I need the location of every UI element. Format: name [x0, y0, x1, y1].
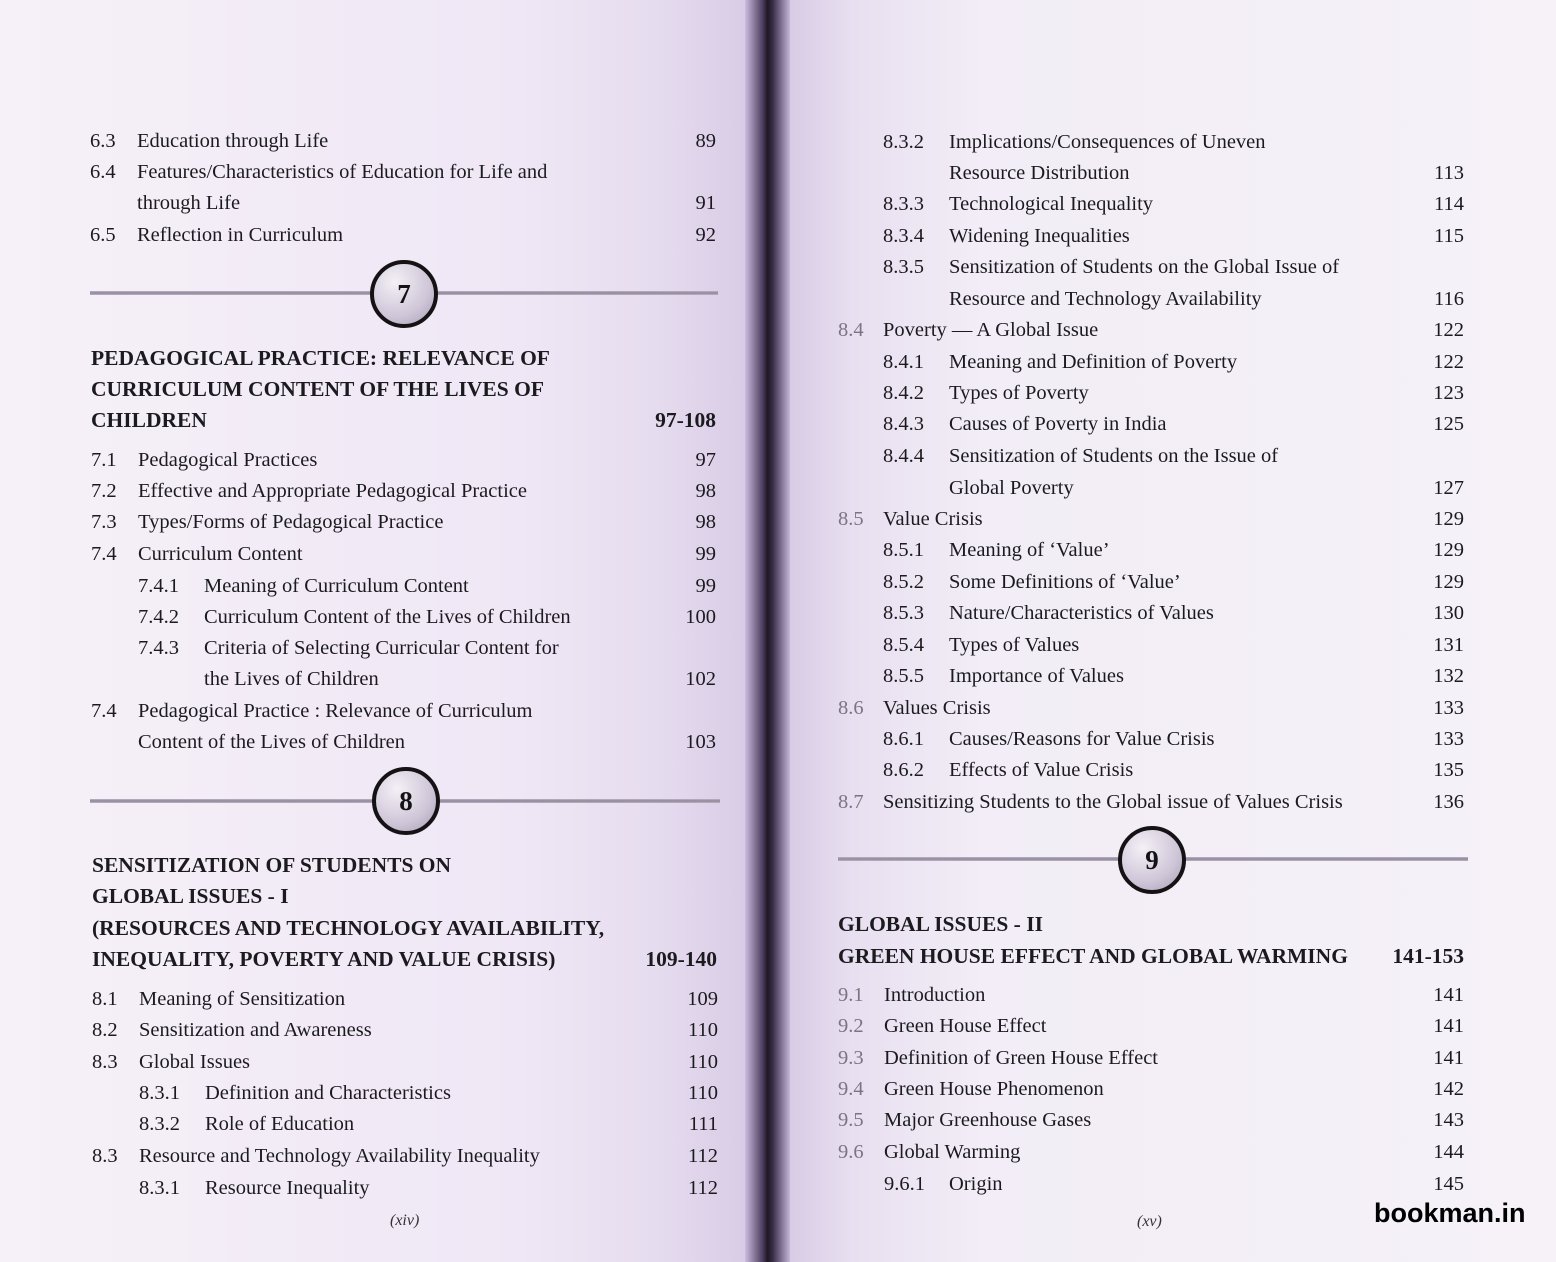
toc-title: Global Warming	[884, 1141, 1021, 1163]
toc-page: 116	[1434, 288, 1464, 310]
toc-title: Introduction	[884, 984, 986, 1006]
toc-title: Technological Inequality	[949, 193, 1154, 215]
toc-page: 129	[1433, 508, 1464, 530]
toc-page: 89	[695, 130, 716, 152]
toc-page: 141	[1433, 1015, 1464, 1037]
toc-number: 8.7	[838, 791, 864, 813]
toc-title: Definition and Characteristics	[205, 1082, 451, 1104]
toc-title-cont: the Lives of Children	[204, 668, 379, 690]
toc-title: Widening Inequalities	[949, 225, 1130, 247]
chapter-title: SENSITIZATION OF STUDENTS ON	[92, 853, 452, 877]
toc-number: 8.5.3	[883, 602, 924, 624]
toc-number: 7.4.1	[138, 575, 179, 597]
toc-number: 8.1	[92, 988, 118, 1010]
toc-page: 99	[695, 543, 716, 565]
chapter-pages: 141-153	[1392, 944, 1464, 968]
chapter-title: (RESOURCES AND TECHNOLOGY AVAILABILITY,	[92, 916, 605, 940]
toc-number: 9.4	[838, 1078, 864, 1100]
toc-number: 6.5	[90, 224, 116, 246]
toc-page: 125	[1433, 413, 1464, 435]
toc-page: 100	[685, 606, 716, 628]
toc-title: Global Issues	[139, 1051, 251, 1073]
toc-page: 145	[1433, 1173, 1464, 1195]
chapter-title: INEQUALITY, POVERTY AND VALUE CRISIS)	[92, 947, 556, 971]
toc-page: 143	[1433, 1109, 1464, 1131]
toc-number: 8.3.2	[139, 1113, 180, 1135]
toc-number: 7.4.2	[138, 606, 179, 628]
toc-title-cont: Resource and Technology Availability	[949, 288, 1262, 310]
toc-title: Role of Education	[205, 1113, 355, 1135]
toc-page: 91	[695, 192, 716, 214]
toc-number: 7.2	[91, 480, 117, 502]
toc-title: Meaning of Sensitization	[139, 988, 346, 1010]
toc-page: 122	[1433, 319, 1464, 341]
toc-number: 9.5	[838, 1109, 864, 1131]
toc-page: 112	[688, 1177, 718, 1199]
toc-page: 142	[1433, 1078, 1464, 1100]
toc-number: 6.3	[90, 130, 116, 152]
toc-number: 7.4	[91, 700, 117, 722]
toc-number: 8.3	[92, 1051, 118, 1073]
toc-number: 8.3.3	[883, 193, 924, 215]
toc-title: Major Greenhouse Gases	[884, 1109, 1092, 1131]
chapter-title: CHILDREN	[91, 408, 207, 432]
toc-number: 8.4.4	[883, 445, 924, 467]
toc-number: 8.5.4	[883, 634, 924, 656]
chapter-title: GREEN HOUSE EFFECT AND GLOBAL WARMING	[838, 944, 1348, 968]
toc-number: 7.4.3	[138, 637, 179, 659]
toc-number: 8.4	[838, 319, 864, 341]
toc-page: 99	[695, 575, 716, 597]
toc-title: Nature/Characteristics of Values	[949, 602, 1214, 624]
toc-page: 109	[687, 988, 718, 1010]
chapter-number-badge: 9	[1118, 826, 1186, 894]
toc-title: Meaning of Curriculum Content	[204, 575, 469, 597]
toc-number: 8.6.2	[883, 759, 924, 781]
toc-title-cont: Global Poverty	[949, 477, 1074, 499]
toc-number: 8.4.2	[883, 382, 924, 404]
toc-title: Resource Inequality	[205, 1177, 370, 1199]
toc-number: 7.1	[91, 449, 117, 471]
toc-title: Causes/Reasons for Value Crisis	[949, 728, 1215, 750]
toc-page: 133	[1433, 697, 1464, 719]
toc-title: Value Crisis	[883, 508, 983, 530]
toc-number: 8.3	[92, 1145, 118, 1167]
toc-number: 8.6	[838, 697, 864, 719]
toc-number: 6.4	[90, 161, 116, 183]
toc-page: 112	[688, 1145, 718, 1167]
toc-title: Types of Poverty	[949, 382, 1089, 404]
toc-title: Curriculum Content of the Lives of Children	[204, 606, 571, 628]
toc-title: Sensitizing Students to the Global issue of Values Crisis	[883, 791, 1343, 813]
toc-number: 8.2	[92, 1019, 118, 1041]
book-spine-shadow	[745, 0, 790, 1262]
toc-title: Green House Effect	[884, 1015, 1047, 1037]
chapter-pages: 109-140	[645, 947, 717, 971]
toc-page: 110	[688, 1082, 718, 1104]
toc-page: 141	[1433, 984, 1464, 1006]
toc-number: 8.5.5	[883, 665, 924, 687]
toc-page: 131	[1433, 634, 1464, 656]
toc-number: 8.5	[838, 508, 864, 530]
toc-page: 98	[695, 480, 716, 502]
toc-page: 97	[695, 449, 716, 471]
toc-number: 9.1	[838, 984, 864, 1006]
toc-page: 130	[1433, 602, 1464, 624]
toc-page: 110	[688, 1019, 718, 1041]
page-number-footer: (xv)	[1137, 1213, 1162, 1230]
toc-title: Origin	[949, 1173, 1003, 1195]
toc-title: Causes of Poverty in India	[949, 413, 1167, 435]
toc-number: 8.4.3	[883, 413, 924, 435]
toc-title-cont: Content of the Lives of Children	[138, 731, 406, 753]
toc-number: 8.4.1	[883, 351, 924, 373]
toc-page: 129	[1433, 571, 1464, 593]
toc-title: Implications/Consequences of Uneven	[949, 131, 1266, 153]
toc-title: Criteria of Selecting Curricular Content for	[204, 637, 559, 659]
toc-page: 114	[1434, 193, 1464, 215]
toc-title-cont: Resource Distribution	[949, 162, 1130, 184]
toc-title: Curriculum Content	[138, 543, 303, 565]
left-page	[0, 0, 745, 1262]
toc-number: 8.3.1	[139, 1177, 180, 1199]
toc-number: 7.4	[91, 543, 117, 565]
toc-title: Pedagogical Practice : Relevance of Curriculum	[138, 700, 533, 722]
toc-title: Reflection in Curriculum	[137, 224, 344, 246]
toc-number: 8.5.2	[883, 571, 924, 593]
toc-title: Some Definitions of ‘Value’	[949, 571, 1181, 593]
toc-title: Features/Characteristics of Education for Life and	[137, 161, 548, 183]
toc-page: 115	[1434, 225, 1464, 247]
toc-title: Types/Forms of Pedagogical Practice	[138, 511, 444, 533]
toc-page: 136	[1433, 791, 1464, 813]
chapter-pages: 97-108	[655, 408, 716, 432]
toc-number: 9.6.1	[884, 1173, 925, 1195]
toc-page: 127	[1433, 477, 1464, 499]
chapter-title: PEDAGOGICAL PRACTICE: RELEVANCE OF	[91, 346, 550, 370]
toc-title: Effects of Value Crisis	[949, 759, 1134, 781]
toc-title: Meaning and Definition of Poverty	[949, 351, 1238, 373]
toc-number: 8.3.5	[883, 256, 924, 278]
toc-number: 8.3.1	[139, 1082, 180, 1104]
toc-page: 122	[1433, 351, 1464, 373]
right-page	[790, 0, 1556, 1262]
toc-number: 9.6	[838, 1141, 864, 1163]
chapter-title: GLOBAL ISSUES - I	[92, 884, 289, 908]
toc-page: 133	[1433, 728, 1464, 750]
toc-title: Education through Life	[137, 130, 329, 152]
toc-number: 9.3	[838, 1047, 864, 1069]
toc-number: 7.3	[91, 511, 117, 533]
toc-title: Importance of Values	[949, 665, 1124, 687]
toc-page: 132	[1433, 665, 1464, 687]
toc-page: 102	[685, 668, 716, 690]
toc-page: 111	[688, 1113, 718, 1135]
toc-page: 123	[1433, 382, 1464, 404]
toc-number: 8.3.2	[883, 131, 924, 153]
chapter-title: GLOBAL ISSUES - II	[838, 912, 1043, 936]
toc-number: 8.5.1	[883, 539, 924, 561]
toc-title-cont: through Life	[137, 192, 241, 214]
chapter-title: CURRICULUM CONTENT OF THE LIVES OF	[91, 377, 544, 401]
toc-page: 129	[1433, 539, 1464, 561]
toc-title: Types of Values	[949, 634, 1080, 656]
chapter-number-badge: 7	[370, 260, 438, 328]
toc-page: 113	[1434, 162, 1464, 184]
toc-title: Definition of Green House Effect	[884, 1047, 1158, 1069]
toc-title: Values Crisis	[883, 697, 991, 719]
toc-page: 144	[1433, 1141, 1464, 1163]
toc-page: 141	[1433, 1047, 1464, 1069]
toc-title: Green House Phenomenon	[884, 1078, 1104, 1100]
toc-number: 8.6.1	[883, 728, 924, 750]
toc-number: 9.2	[838, 1015, 864, 1037]
toc-title: Resource and Technology Availability Inequality	[139, 1145, 540, 1167]
toc-page: 135	[1433, 759, 1464, 781]
page-number-footer: (xiv)	[390, 1212, 420, 1229]
toc-title: Effective and Appropriate Pedagogical Practice	[138, 480, 527, 502]
chapter-number-badge: 8	[372, 767, 440, 835]
toc-title: Sensitization of Students on the Issue of	[949, 445, 1279, 467]
toc-title: Meaning of ‘Value’	[949, 539, 1110, 561]
toc-page: 103	[685, 731, 716, 753]
toc-number: 8.3.4	[883, 225, 924, 247]
site-watermark: bookman.in	[1374, 1198, 1526, 1228]
toc-title: Poverty — A Global Issue	[883, 319, 1099, 341]
toc-page: 92	[695, 224, 716, 246]
toc-title: Sensitization of Students on the Global Issue of	[949, 256, 1340, 278]
toc-title: Pedagogical Practices	[138, 449, 318, 471]
toc-page: 110	[688, 1051, 718, 1073]
toc-page: 98	[695, 511, 716, 533]
toc-title: Sensitization and Awareness	[139, 1019, 372, 1041]
